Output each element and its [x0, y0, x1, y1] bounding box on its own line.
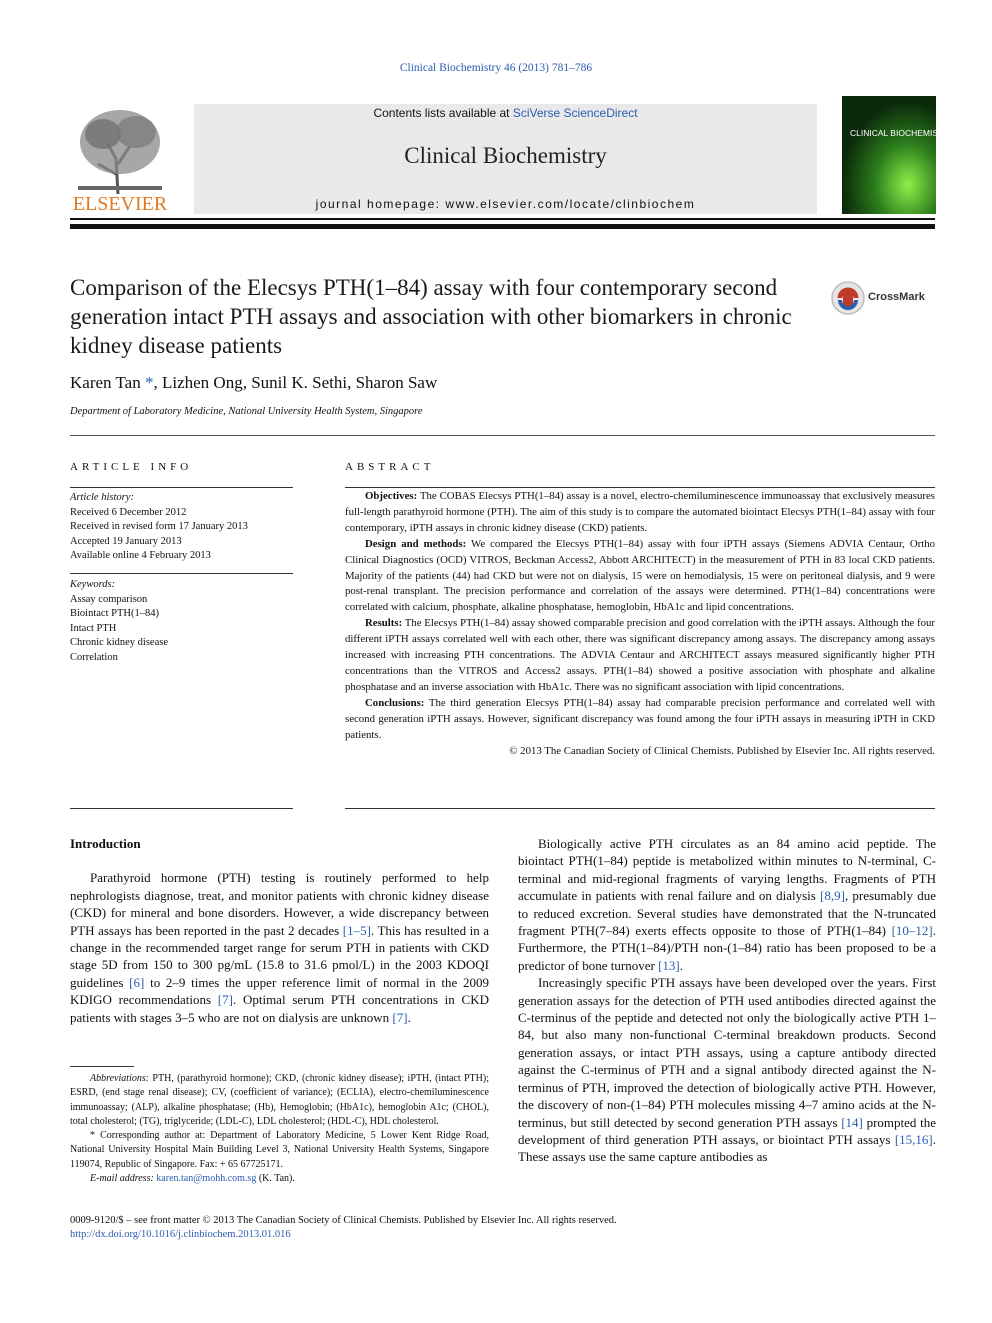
- text: . This has resulted in a change in the recommended target range for serum PTH in patients with CKD stage 5D from 150 to 300 pg/mL (15.8 to 31.6 pmol/L) in the 2003 KDOQI guidelines: [70, 922, 489, 990]
- history-item: Available online 4 February 2013: [70, 550, 211, 562]
- article-info-rule-bottom: [70, 808, 293, 809]
- body-column-right: [518, 835, 936, 1166]
- results-label: Results:: [365, 617, 403, 630]
- abstract-methods: [345, 537, 935, 617]
- text: to 2–9 times the upper reference limit of normal in the 2009 KDIGO recommendations: [70, 974, 489, 1008]
- keyword-item: Intact PTH: [70, 622, 117, 634]
- abstract-conclusions: [345, 696, 935, 744]
- conclusions-text: The third generation Elecsys PTH(1–84) assay had comparable precision performance and correlated well with second generation iPTH assays. However, significant discrepancy was found among the four iPTH assays in measuring iPTH in CKD patients.: [345, 696, 935, 741]
- contents-prefix: Contents lists available at: [373, 106, 513, 120]
- page-footer: [70, 1214, 617, 1243]
- reference-link[interactable]: [1–5]: [342, 922, 371, 938]
- abbreviations-footnote: [70, 1072, 489, 1129]
- email-link[interactable]: karen.tan@mohh.com.sg: [156, 1173, 257, 1185]
- keywords-heading: Keywords:: [70, 579, 116, 590]
- history-item: Accepted 19 January 2013: [70, 535, 182, 547]
- reference-link[interactable]: [7]: [217, 992, 233, 1008]
- text: . Furthermore, the PTH(1–84)/PTH non-(1–84) ratio has been proposed to be a predictor of bone turnover: [518, 923, 936, 973]
- email-suffix: (K. Tan).: [256, 1173, 295, 1185]
- intro-paragraph-2: [518, 835, 936, 974]
- history-item: Received in revised form 17 January 2013: [70, 521, 248, 533]
- keywords: [70, 578, 168, 666]
- contents-line: [194, 106, 817, 120]
- objectives-text: The COBAS Elecsys PTH(1–84) assay is a novel, electro-chemiluminescence immunoassay that exclusively measures full-length parathyroid hormone (PTH). The aim of this study is to compare the automated biointact Elecsys PTH(1–84) assay with four contemporary, iPTH assays in chronic kidney disease (CKD) patients.: [345, 490, 935, 534]
- journal-cover-thumbnail: [842, 96, 955, 214]
- abstract-rule-bottom: [345, 808, 935, 809]
- conclusions-label: Conclusions:: [365, 696, 425, 709]
- issn-line: 0009-9120/$ – see front matter © 2013 The Canadian Society of Clinical Chemists. Published by Elsevier Inc. All rights reserved.: [70, 1215, 617, 1226]
- reference-link[interactable]: [7]: [392, 1009, 408, 1025]
- sciencedirect-link[interactable]: SciVerse ScienceDirect: [512, 106, 638, 120]
- methods-label: Design and methods:: [365, 537, 467, 550]
- reference-link[interactable]: [13]: [658, 957, 680, 973]
- journal-name: Clinical Biochemistry: [404, 143, 607, 168]
- author-list: [70, 373, 437, 393]
- corresponding-footnote: [70, 1129, 489, 1172]
- cover-title: CLINICAL BIOCHEMISTRY: [850, 128, 955, 138]
- keyword-item: Biointact PTH(1–84): [70, 608, 159, 620]
- body-column-left: [70, 835, 489, 1026]
- reference-link[interactable]: [14]: [841, 1114, 863, 1130]
- journal-citation[interactable]: Clinical Biochemistry 46 (2013) 781–786: [399, 62, 593, 74]
- reference-link[interactable]: [15,16]: [894, 1131, 933, 1147]
- header-rule-thick: [70, 224, 935, 229]
- affiliation: Department of Laboratory Medicine, National University Health System, Singapore: [70, 406, 423, 417]
- objectives-label: Objectives:: [365, 490, 418, 502]
- elsevier-wordmark: ELSEVIER: [72, 193, 168, 215]
- article-info-heading: ARTICLE INFO: [70, 461, 193, 473]
- abstract-heading: ABSTRACT: [345, 461, 435, 473]
- reference-link[interactable]: [10–12]: [891, 923, 933, 939]
- footnote-star: *: [90, 1130, 95, 1142]
- reference-link[interactable]: [6]: [129, 974, 145, 990]
- abstract-objectives: [345, 489, 935, 537]
- abstract-copyright: © 2013 The Canadian Society of Clinical Chemists. Published by Elsevier Inc. All rights reserved.: [509, 744, 935, 757]
- text: prompted the development of third generation PTH assays, or biointact PTH assays: [518, 1114, 936, 1147]
- article-title: Comparison of the Elecsys PTH(1–84) assay with four contemporary second generation intact PTH assays and association with other biomarkers in chronic kidney disease patients: [70, 275, 792, 358]
- text: . Optimal serum PTH concentrations in CKD patients with stages 3–5 who are not on dialysis are unknown: [70, 992, 489, 1025]
- email-footnote: [70, 1172, 489, 1186]
- email-label: E-mail address:: [90, 1173, 154, 1185]
- text: .: [407, 1009, 411, 1025]
- article-info-rule-top: [70, 487, 293, 488]
- article-history: [70, 491, 248, 564]
- keyword-item: Assay comparison: [70, 593, 148, 605]
- author-first: Karen Tan: [70, 373, 145, 392]
- text: Biologically active PTH circulates as an 84 amino acid peptide. The biointact PTH(1–84) peptide is metabolized within minutes to N-terminal, C-terminal and mid-regional fragments of varying lengths. Fragments of PTH accumulate in patients with renal failure and on dialysis: [518, 836, 936, 904]
- reference-link[interactable]: [8,9]: [820, 888, 845, 904]
- doi-link[interactable]: http://dx.doi.org/10.1016/j.clinbiochem.2013.01.016: [70, 1229, 291, 1241]
- introduction-heading: Introduction: [70, 836, 141, 851]
- abbreviations-text: PTH, (parathyroid hormone); CKD, (chronic kidney disease); iPTH, (intact PTH); ESRD, (end stage renal disease); CV, (coefficient of variance); (ECLIA), electro-chemiluminescence immunoassay; (ALP), alkaline phosphatase; (Hb), Hemoglobin; (HbA1c), hemoglobin A1c; (CHOL), total cholesterol; (TG), triglyceride; (LDL-C), LDL cholesterol; (HDL-C), HDL cholesterol.: [70, 1073, 489, 1127]
- elsevier-tree-logo: [68, 104, 172, 214]
- author-rest: , Lizhen Ong, Sunil K. Sethi, Sharon Saw: [153, 373, 438, 392]
- history-heading: Article history:: [70, 492, 134, 503]
- abstract-results: [345, 616, 935, 696]
- keyword-item: Correlation: [70, 651, 118, 663]
- text: , presumably due to reduced excretion. Several studies have demonstrated that the N-truncated fragment PTH(7–84) exerts effects opposite to those of PTH(1–84): [518, 888, 937, 939]
- intro-paragraph-3: [518, 974, 936, 1165]
- footnotes: [70, 1072, 489, 1186]
- text: .: [679, 957, 683, 973]
- methods-text: We compared the Elecsys PTH(1–84) assay with four iPTH assays (Siemens ADVIA Centaur, Ortho Clinical Diagnostics (OCD) VITROS, Beckman Access2, Abbott ARCHITECT) in the measurement of PTH in 83 local CKD patients. Majority of the patients (44) had CKD but were not on dialysis, 15 were on hemodialysis, 15 were on peritoneal dialysis, and 9 were post-renal transplant. The precision performance and correlation of the assays were determined. PTH(1–84) concentrations were correlated with calcium, phosphate, alkaline phosphatase, hemoglobin, HbA1c and lipid concentrations.: [345, 537, 936, 614]
- intro-paragraph-1: [70, 869, 489, 1026]
- abstract-rule-top: [345, 487, 935, 488]
- text: Increasingly specific PTH assays have been developed over the years. First generation assays for the detection of PTH used antibodies directed against the C-terminus of the peptide and detected not only the biologically active PTH 1–84, but also many non-functional C-terminal breakdown products. Second generation assays, or intact PTH assays, using a capture antibody directed against the C-terminus of PTH and a signal antibody directed against the N-terminus of PTH, improved the detection of biologically active PTH. However, the discovery of non-(1–84) PTH molecules missing 4–7 amino acids at the N-terminus, but still detected by second generation PTH assays: [518, 975, 936, 1130]
- footnote-rule: [70, 1066, 134, 1067]
- history-item: Received 6 December 2012: [70, 506, 187, 518]
- keyword-item: Chronic kidney disease: [70, 637, 168, 649]
- crossmark-label[interactable]: CrossMark: [868, 291, 925, 303]
- abbreviations-label: Abbreviations:: [90, 1073, 150, 1084]
- results-text: The Elecsys PTH(1–84) assay showed comparable precision and good correlation with the iPTH assays. Although the four different iPTH assays correlated well with each other, there was significant discrepancy among assays. The discrepancy among assays increased with increasing PTH concentrations. The ADVIA Centaur and ARCHITECT assays measured significantly higher PTH concentrations than the VITROS and Access2 assays. PTH(1–84) showed a positive association with phosphate and alkaline phosphatase and an inverse association with HbA1c. There was no significant association with lipid concentrations.: [345, 617, 935, 693]
- abstract-body: [345, 489, 935, 759]
- journal-homepage[interactable]: journal homepage: www.elsevier.com/locate/clinbiochem: [315, 197, 696, 211]
- article-info-rule-mid: [70, 573, 293, 574]
- corresponding-text: Corresponding author at: Department of Laboratory Medicine, 5 Lower Kent Ridge Road, National University Hospital Main Building Level 3, National University Health Systems, Singapore 119074, Republic of Singapore. Fax: + 65 67725171.: [70, 1130, 489, 1170]
- text: Parathyroid hormone (PTH) testing is routinely performed to help nephrologists diagnose, treat, and monitor patients with chronic kidney disease (CKD) for mineral and bone disorders. However, a wide discrepancy between PTH assays has been reported in the past 2 decades: [70, 870, 489, 938]
- header-rule-thin: [70, 218, 935, 220]
- corresponding-author-star[interactable]: *: [144, 373, 154, 392]
- text: . These assays use the same capture antibodies as: [518, 1131, 936, 1165]
- title-rule: [70, 435, 935, 436]
